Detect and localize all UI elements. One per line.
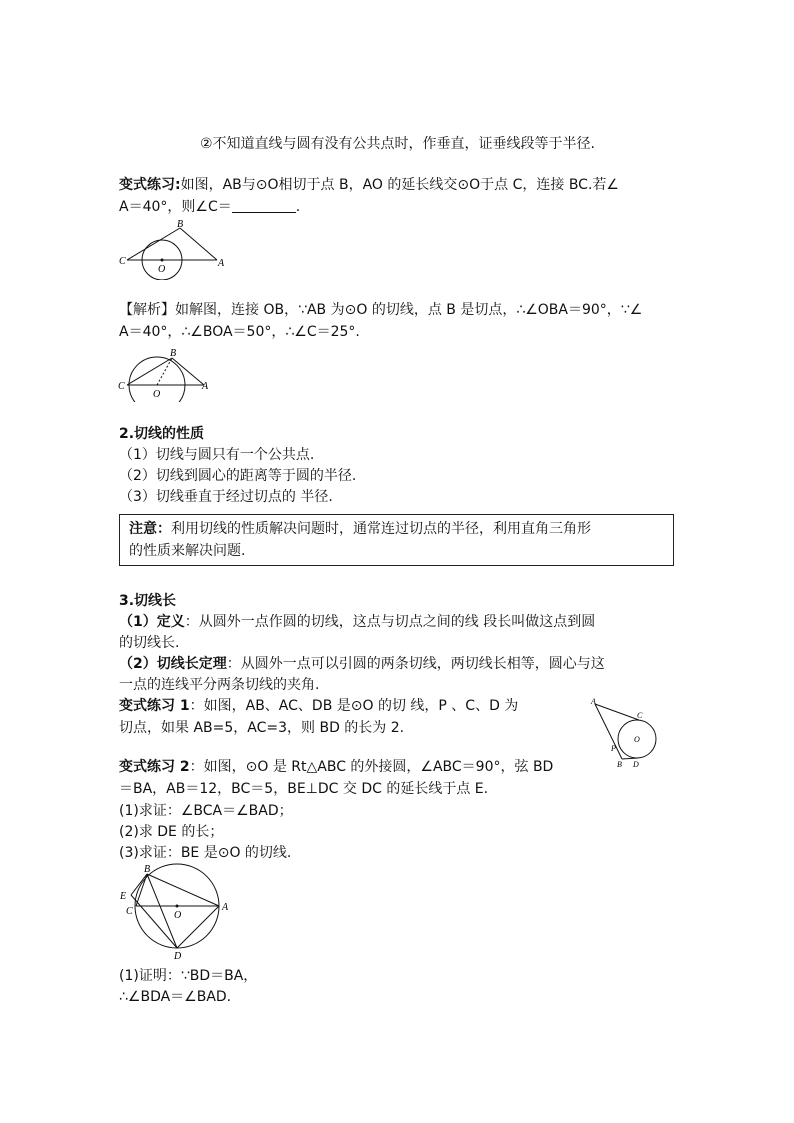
definition-text: ：从圆外一点作圆的切线，这点与切点之间的线 段长叫做这点到圆 bbox=[184, 614, 596, 630]
fig2-label-c: C bbox=[118, 381, 125, 392]
fig1-label-b: B bbox=[177, 219, 184, 230]
figure-2 bbox=[114, 344, 214, 402]
figure-4 bbox=[114, 862, 242, 962]
section-2-item-3: （3）切线垂直于经过切点的 半径. bbox=[119, 489, 333, 505]
fig4-label-e: E bbox=[120, 891, 127, 902]
figure-1 bbox=[114, 216, 234, 280]
fig4-label-b: B bbox=[144, 864, 151, 875]
fig4-line-ad bbox=[177, 906, 219, 948]
exercise-b1-line1 bbox=[119, 696, 518, 716]
fig4-label-o: O bbox=[174, 910, 182, 921]
solution-label: 【解析】 bbox=[119, 302, 175, 318]
solution-text: 如解图，连接 OB，∵AB 为⊙O 的切线，点 B 是切点，∴∠OBA＝90°，∵∠ bbox=[175, 302, 643, 318]
fig3-label-b: B bbox=[617, 760, 622, 769]
intro-note: ②不知道直线与圆有没有公共点时，作垂直，证垂线段等于半径. bbox=[200, 136, 595, 152]
exercise-b2-text: ：如图，⊙O 是 Rt△ABC 的外接圆，∠ABC＝90°，弦 BD bbox=[189, 759, 554, 775]
definition-label: （1）定义 bbox=[119, 614, 185, 630]
fig2-label-b: B bbox=[170, 348, 177, 359]
fig4-label-c: C bbox=[126, 906, 133, 917]
fig1-center-dot bbox=[161, 259, 164, 262]
exercise-label: 变式练习: bbox=[119, 177, 181, 193]
exercise-end: . bbox=[295, 199, 301, 215]
notice-line1 bbox=[129, 519, 591, 539]
fig3-label-c: C bbox=[637, 711, 643, 720]
question-3: (3)求证：BE 是⊙O 的切线. bbox=[119, 845, 292, 861]
theorem-line2: 一点的连线平分两条切线的夹角. bbox=[119, 677, 320, 693]
exercise-1-line2 bbox=[119, 197, 300, 217]
fig3-label-d: D bbox=[633, 760, 639, 769]
fig3-tangent-bd bbox=[622, 758, 638, 759]
question-1: (1)求证：∠BCA＝∠BAD； bbox=[119, 803, 293, 819]
fig4-label-d: D bbox=[174, 951, 182, 962]
fig2-tangent-ab bbox=[172, 358, 204, 385]
exercise-b2-line2: ＝BA，AB＝12，BC＝5，BE⊥DC 交 DC 的延长线于点 E. bbox=[119, 781, 489, 797]
fig1-tangent-ab bbox=[180, 228, 217, 260]
solution-line2: A＝40°，∴∠BOA＝50°，∴∠C＝25°. bbox=[119, 324, 360, 340]
exercise-b2-line1 bbox=[119, 757, 553, 777]
section-2-heading: 2.切线的性质 bbox=[119, 426, 205, 442]
exercise-text-2: A＝40°，则∠C＝ bbox=[119, 199, 232, 215]
exercise-b1-line2: 切点，如果 AB=5，AC=3，则 BD 的长为 2. bbox=[119, 720, 405, 736]
fig3-label-p: P bbox=[611, 744, 616, 753]
fig1-label-c: C bbox=[119, 256, 126, 267]
theorem-line1 bbox=[119, 654, 605, 674]
fig4-center-dot bbox=[176, 905, 179, 908]
figure-3 bbox=[587, 696, 673, 770]
notice-text: 利用切线的性质解决问题时，通常连过切点的半径，利用直角三角形 bbox=[171, 521, 591, 537]
answer-blank bbox=[232, 198, 296, 213]
theorem-text: ：从圆外一点可以引圆的两条切线，两切线长相等，圆心与这 bbox=[226, 656, 605, 672]
fig4-label-a: A bbox=[222, 902, 229, 913]
fig1-label-a: A bbox=[218, 258, 225, 269]
definition-line1 bbox=[119, 612, 595, 632]
fig2-line-cb bbox=[127, 358, 172, 385]
exercise-b1-text: ：如图，AB、AC、DB 是⊙O 的切 线，P 、C、D 为 bbox=[189, 698, 519, 714]
fig4-line-be bbox=[131, 874, 147, 895]
fig2-label-o: O bbox=[153, 389, 161, 400]
solution-line1 bbox=[119, 300, 642, 320]
notice-label: 注意： bbox=[129, 521, 171, 537]
exercise-1-line1 bbox=[119, 175, 619, 195]
fig3-label-a: A bbox=[591, 697, 596, 706]
section-2-item-2: （2）切线到圆心的距离等于圆的半径. bbox=[119, 468, 357, 484]
section-3-heading: 3.切线长 bbox=[119, 593, 177, 609]
question-2: (2)求 DE 的长； bbox=[119, 824, 224, 840]
proof-line2: ∴∠BDA＝∠BAD. bbox=[119, 989, 232, 1005]
exercise-b2-label: 变式练习 2 bbox=[119, 759, 190, 775]
fig1-label-o: O bbox=[158, 264, 166, 275]
section-2-item-1: （1）切线与圆只有一个公共点. bbox=[119, 447, 315, 463]
fig1-line-cb bbox=[127, 228, 180, 260]
theorem-label: （2）切线长定理 bbox=[119, 656, 227, 672]
definition-line2: 的切线长. bbox=[119, 635, 180, 651]
exercise-b1-label: 变式练习 1 bbox=[119, 698, 190, 714]
proof-line1: (1)证明：∵BD＝BA， bbox=[119, 968, 258, 984]
fig3-label-o: O bbox=[634, 735, 640, 744]
notice-line2: 的性质来解决问题. bbox=[129, 543, 246, 559]
fig2-label-a: A bbox=[202, 381, 209, 392]
exercise-text: 如图，AB与⊙O相切于点 B，AO 的延长线交⊙O于点 C，连接 BC.若∠ bbox=[180, 177, 619, 193]
